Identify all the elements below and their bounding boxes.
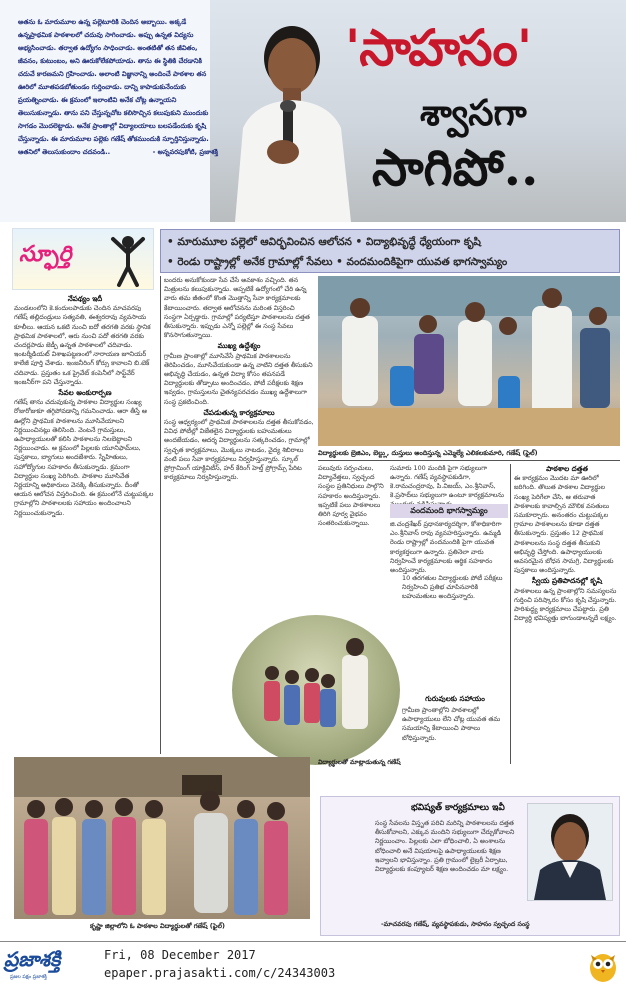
col2-paragraph-3: సంస్థ ఆధ్వర్యంలో ప్రాథమిక పాఠశాలలను దత్తత తీసుకోవడం, వివిధ పోటీల్లో విజేతలైన విద్యార్థులకు బహుమతులు అందజేయడం, ఆదర్శ విద్యార్థులను సత్కరించడం, గ్రామాల్లో స్వచ్ఛత కార్యక్రమాలు, మొక్కలు నాటడం, వైద్య శిబిరాలు వంటి పలు సేవా కార్యక్రమాలు నిర్వహిస్తున్నారు. స్కూల్ ప్రోగ్రామింగ్ యాక్టివిటీస్, హర్ కేరింగ్ హెల్త్ ప్రోగ్రామ్స్ పేరిట కార్యక్రమాలు నిర్వహిస్తున్నారు. <box>164 418 314 482</box>
col3-paragraph-1: పలువురు సర్పంచులు, విద్యావేత్తలు, స్వచ్ఛంద సంస్థల ప్రతినిధులు పాల్గొని సహకారం అందిస్తున్నారు. ఇప్పటికే పలు పాఠశాలలు తిరిగి పూర్వ వైభవం సంతరించుకున్నాయి. <box>318 464 384 528</box>
col1-heading-background: నేపథ్యం ఇదీ <box>67 294 103 303</box>
future-heading: భవిష్యత్ కార్యక్రమాలు ఇవీ <box>411 803 505 813</box>
col2-paragraph-1: బందరు అనుకోకుండా సేవ చేసే అవకాశం వచ్చింది. తన మిత్రులను కలుపుకున్నాడు. అప్పటికే ఉద్యోగంలో చేరి ఉన్న వారు తమ జీతంలో కొంత మొత్తాన్ని సేవా కార్యక్రమాలకు కేటాయించారు. తర్వాత ఆలోచనను మరింత విస్తరించి సంస్థగా ఏర్పడ్డారు. గ్రామాల్లో పర్యటిస్తూ పాఠశాలలను దత్తత తీసుకున్నారు. ఇప్పుడు ఎన్నో పల్లెల్లో ఈ సంస్థ సేవలు కొనసాగుతున్నాయి. <box>164 276 310 340</box>
headline-word-3: సాగిపో.. <box>372 138 539 197</box>
col2-paragraph-2: గ్రామీణ ప్రాంతాల్లో మూసివేసే ప్రాథమిక పాఠశాలలను తెరిపించడం, మూసివేయకుండా ఉన్న వాటిని దత్తత తీసుకుని అభివృద్ధి చేయడం, ఉన్నత విద్యా కోసం తపనపడే విద్యార్థులకు తోడ్పాటు అందించడం, పోటీ పరీక్షలకు శిక్షణ ఇవ్వడం, గ్రామస్తులను చైతన్యపరచడం ముఖ్య ఉద్దేశాలుగా సంస్థ ప్రకటించింది. <box>164 351 313 406</box>
col4-heading-efforts: స్వీయ ప్రతిపాదనల్లో కృషి <box>532 576 602 586</box>
caption-rule <box>318 460 620 461</box>
col3-paragraph-3: 10 తరగతుల విద్యార్థులకు పోటీ పరీక్షలు నిర్వహించి ప్రతిభ చూపినవారికి బహుమతులు అందిస్తున్నారు. <box>402 574 503 601</box>
future-signature: -మాచవరపు గణేష్, వ్యవస్థాపకుడు, సాహసం స్వచ్ఛంద సంస్థ <box>381 921 530 928</box>
col1-paragraph-1: మండలంలోని కె.కందులపాడుకు చెందిన మాచవరపు గణేష్ తల్లిదండ్రులు సత్యవతి, ఈశ్వరరావు వ్యవసాయ కూలీలు. ఆయన ఒకటి నుంచి ఐదో తరగతి వరకు స్థానిక ప్రాథమిక పాఠశాలలో, ఆరు నుంచి పదో తరగతి వరకు చందర్లపాడు జెడ్పీ ఉన్నత పాఠశాలలో చదివాడు. ఇంటర్మీడియట్ విశాఖపట్టణంలో నారాయణ జూనియర్ కాలేజీ పూర్తి చేశాడు. ఇంజనీరింగ్ కోర్సు కావాలని బి.టెక్ చదివాడు. ప్రస్తుతం ఒక ప్రైవేట్ కంపెనీలో సాఫ్ట్‌వేర్ ఇంజనీర్‌గా పని చేస్తున్నాడు. <box>14 304 151 386</box>
headline-word-1: 'సాహసం' <box>345 18 532 77</box>
ganesh-portrait <box>225 18 360 222</box>
column-divider-right <box>510 464 511 764</box>
epaper-url[interactable]: epaper.prajasakti.com/c/24343003 <box>104 966 336 980</box>
column-2 <box>164 276 314 632</box>
col4-paragraph-1: ఈ కార్యక్రమం మొదట మా ఊరిలో జరిగింది. తొలుత పాఠశాల విద్యార్థుల సంఖ్య పెరిగేలా చేసి, ఆ తరువాత పాఠశాలకు కావాల్సిన మౌలిక వసతులు సమకూర్చారు. అనంతరం చుట్టుపక్కల గ్రామాల పాఠశాలలను కూడా దత్తత తీసుకున్నారు. ప్రస్తుతం 12 ప్రాథమిక పాఠశాలలను సంస్థ దత్తత తీసుకుని అభివృద్ధి చేస్తోంది. ఉపాధ్యాయులకు అవసరమైన బోధన సామగ్రి, విద్యార్థులకు పుస్తకాలు అందిస్తున్నారు. <box>514 474 614 575</box>
intro-byline: - అన్నవరపుకోటి, ప్రజాశక్తి <box>152 148 218 156</box>
photo-distribution-event <box>318 276 620 446</box>
headline-word-2: శ్వాసగా <box>420 92 527 134</box>
photo-middle-caption: విద్యార్థులతో మాట్లాడుతున్న గణేష్ <box>318 759 401 766</box>
banner-line-2: • రెండు రాష్ట్రాల్లో అనేక గ్రామాల్లో సేవలు • వందమందికిపైగా యువత భాగస్వామ్యం <box>167 256 508 268</box>
photo-students-round <box>232 615 400 765</box>
col3-heading-people: గురువులకు సహాయం <box>425 694 485 703</box>
school-students-illustration <box>14 757 310 919</box>
photo-school-students <box>14 757 310 919</box>
col4-heading-adoption: పాఠశాల దత్తత <box>546 464 588 473</box>
spoorthi-logo-box <box>12 228 154 290</box>
col3-paragraph-2: జి.చంద్రశేఖర్ ప్రధానకార్యదర్శిగా, కోశాధికారిగా ఎం.శ్రీనివాస్ రావు వ్యవహరిస్తున్నారు. ఉమ్మడి రెండు రాష్ట్రాల్లో వందమందికి పైగా యువత కార్యకర్తలుగా ఉన్నారు. ప్రతినెలా వారు నిర్వహించే కార్యక్రమాలకు ఆర్థిక సహకారం అందిస్తున్నారు. <box>390 520 502 575</box>
col3-paragraph-4: గ్రామీణ ప్రాంతాల్లోని పాఠశాలల్లో ఉపాధ్యాయులు లేని చోట్ల యువత తమ సమయాన్ని కేటాయించి పాఠాలు బోధిస్తున్నారు. <box>402 706 501 742</box>
column-1 <box>14 294 156 754</box>
column-3-intro <box>318 464 388 560</box>
photo-bottom-caption: కృష్ణా జిల్లాలోని ఓ పాఠశాల విద్యార్థులతో గణేష్ (ఫైల్) <box>90 922 225 930</box>
epaper-footer <box>0 941 626 989</box>
col2-heading-programs: చేపడుతున్న కార్యక్రమాలు <box>203 407 275 417</box>
ganesh-headshot <box>528 804 612 900</box>
header-section <box>0 0 626 222</box>
future-text: సంస్థ సేవలను విస్తృత పరిచి మరిన్ని పాఠశాలలను దత్తత తీసుకోవాలని, ఎక్కువ మందిని సభ్యులుగా చేర్చుకోవాలని నిర్ణయించాం. పిల్లలకు ఎలా బోధించాలి, ఏ అంశాలను బోధించాలి అనే విషయాలపై ఉపాధ్యాయులకు శిక్షణ ఇవ్వాలని భావిస్తున్నాం. ప్రతి గ్రామంలో లైబ్రరీ ఏర్పాటు, విద్యార్థులకు కంప్యూటర్ శిక్షణ అందించడం మా లక్ష్యం. <box>375 819 515 874</box>
highlights-banner <box>160 229 620 273</box>
col1-paragraph-2: గణేష్ తాను చదువుకున్న పాఠశాల విద్యార్థుల సంఖ్య రోజురోజుకూ తగ్గిపోవడాన్ని గమనించాడు. ఆరా తీస్తే ఆ ఊర్లోని ప్రాథమిక పాఠశాలను మూసివేయాలని నిర్ణయించినట్లు తెలిసింది. వెంటనే గ్రామస్తులు, ఉపాధ్యాయులతో కలిసి పాఠశాలను నిలబెట్టాలని నిర్ణయించాడు. ఆ క్రమంలో పిల్లలకు యూనిఫామ్‌లు, పుస్తకాలు, బ్యాగులు అందజేశారు. స్నేహితులు, సహోద్యోగుల సహకారం తీసుకున్నాడు. క్రమంగా విద్యార్థుల సంఖ్య పెరిగింది. పాఠశాల మూసివేత నిర్ణయాన్ని అధికారులు వెనక్కి తీసుకున్నారు. దీంతో ఆయన ఆలోచన విస్తరించింది. ఈ క్రమంలోనే చుట్టుపక్కల గ్రామాల్లోని పాఠశాలలకు సహాయం అందించాలని నిర్ణయించుకున్నాడు. <box>14 398 154 517</box>
prajasakti-logo: ప్రజాశక్తి <box>4 947 61 971</box>
col3-heading-hundred: వందమంది భాగస్వామ్యం <box>390 504 508 518</box>
intro-text: అతను ఓ మారుమూల ఉన్న పల్లెటూరికి చెందిన అబ్బాయి. అక్కడే ఉన్నప్రాథమిక పాఠశాలలో చదువు సాగించాడు. అప్పు ఉన్నత విద్యను అభ్యసించాడు. తర్వాత ఉద్యోగం సాధించాడు. అంతటితో తన జీవితం, జీవనం, కుటుంబం, అని ఊరుకోలేకపోయాడు. తాను ఈ స్థితికి చేరడానికి చదువే కారణమని గ్రహించాడు. అలాంటి విజ్ఞానాన్ని అందించే పాఠశాల తన ఊరిలో మూతపడబోతుండం గుర్తించాడు. దాన్ని కాపాడుకునేందుకు ప్రయత్నించాడు. ఈ క్రమంలో ఇలాంటివి అనేక చోట్ల ఉన్నాయని తెలుసుకున్నాడు. తాను పని చేస్తున్నచోట కలిసొచ్చిన కలుపుకుని ముందుకు సాగడం మొదలెట్టాడు. అనేక ప్రాంతాల్లో విద్యాలయాలు బలపడేందుకు కృషి చేస్తున్నాడు. ఈ మారుమూల పల్లెకు గణేష్ తోకముందుకి స్ఫూర్తినిస్తున్నాడు. ఆతనిలో తెలుసుకుందాం చదవండి.. - అన్నవరపుకోటి, ప్రజాశక్తి <box>18 16 218 216</box>
column-divider <box>160 276 161 754</box>
future-plans-box <box>320 796 620 936</box>
owl-icon <box>588 949 618 983</box>
cheering-figure-icon <box>105 233 151 287</box>
edition-date: Fri, 08 December 2017 <box>104 948 256 962</box>
spoorthi-logo-text: స్ఫూర్తి <box>19 241 72 267</box>
col2-heading-purpose: ముఖ్య ఉద్దేశ్యం <box>217 341 261 351</box>
photo-top-caption: విద్యార్థులకు బ్రెజిఎం, బెల్ట్లు, దుస్తులు అందిస్తున్న ఎమ్మెల్యే ఎలికలకుమారి, గణేష్ (ఫైల్) <box>318 449 538 457</box>
banner-line-1: • మారుమూల పల్లెలో ఆవిర్భవించిన ఆలోచన • విద్యాభివృద్ధే ధ్యేయంగా కృషి <box>167 236 481 248</box>
col3-members-text: సుమారు 100 మందికి పైగా సభ్యులుగా ఉన్నారు. గణేష్ వ్యవస్థాపకుడిగా, కె.రామచంద్రరావు, పి.విజయ్, ఎం.శ్రీనివాస్, కె.ప్రసాద్‌లు సభ్యులుగా ఉంటూ కార్యక్రమాలను <box>390 464 504 499</box>
ganesh-photo-box <box>527 803 613 901</box>
column-4 <box>514 464 620 764</box>
col4-paragraph-2: పాఠశాలలు ఉన్న ప్రాంతాల్లోని సమస్యలను గుర్తించి పరిష్కారం కోసం కృషి చేస్తున్నారు. పారిశుద్ధ్య కార్యక్రమాలు చేపట్టారు. ప్రతి విద్యార్థి భవిష్యత్తు బాగుండాలన్నదే లక్ష్యం. <box>514 586 617 623</box>
footer-rule <box>0 941 626 942</box>
col1-heading-seeds: సేవల అంకురార్పణ <box>58 388 112 398</box>
prajasakti-tagline: ప్రజల పక్షం ప్రజాశక్తి <box>10 974 47 980</box>
event-people-illustration <box>318 276 620 446</box>
students-illustration <box>232 615 400 765</box>
